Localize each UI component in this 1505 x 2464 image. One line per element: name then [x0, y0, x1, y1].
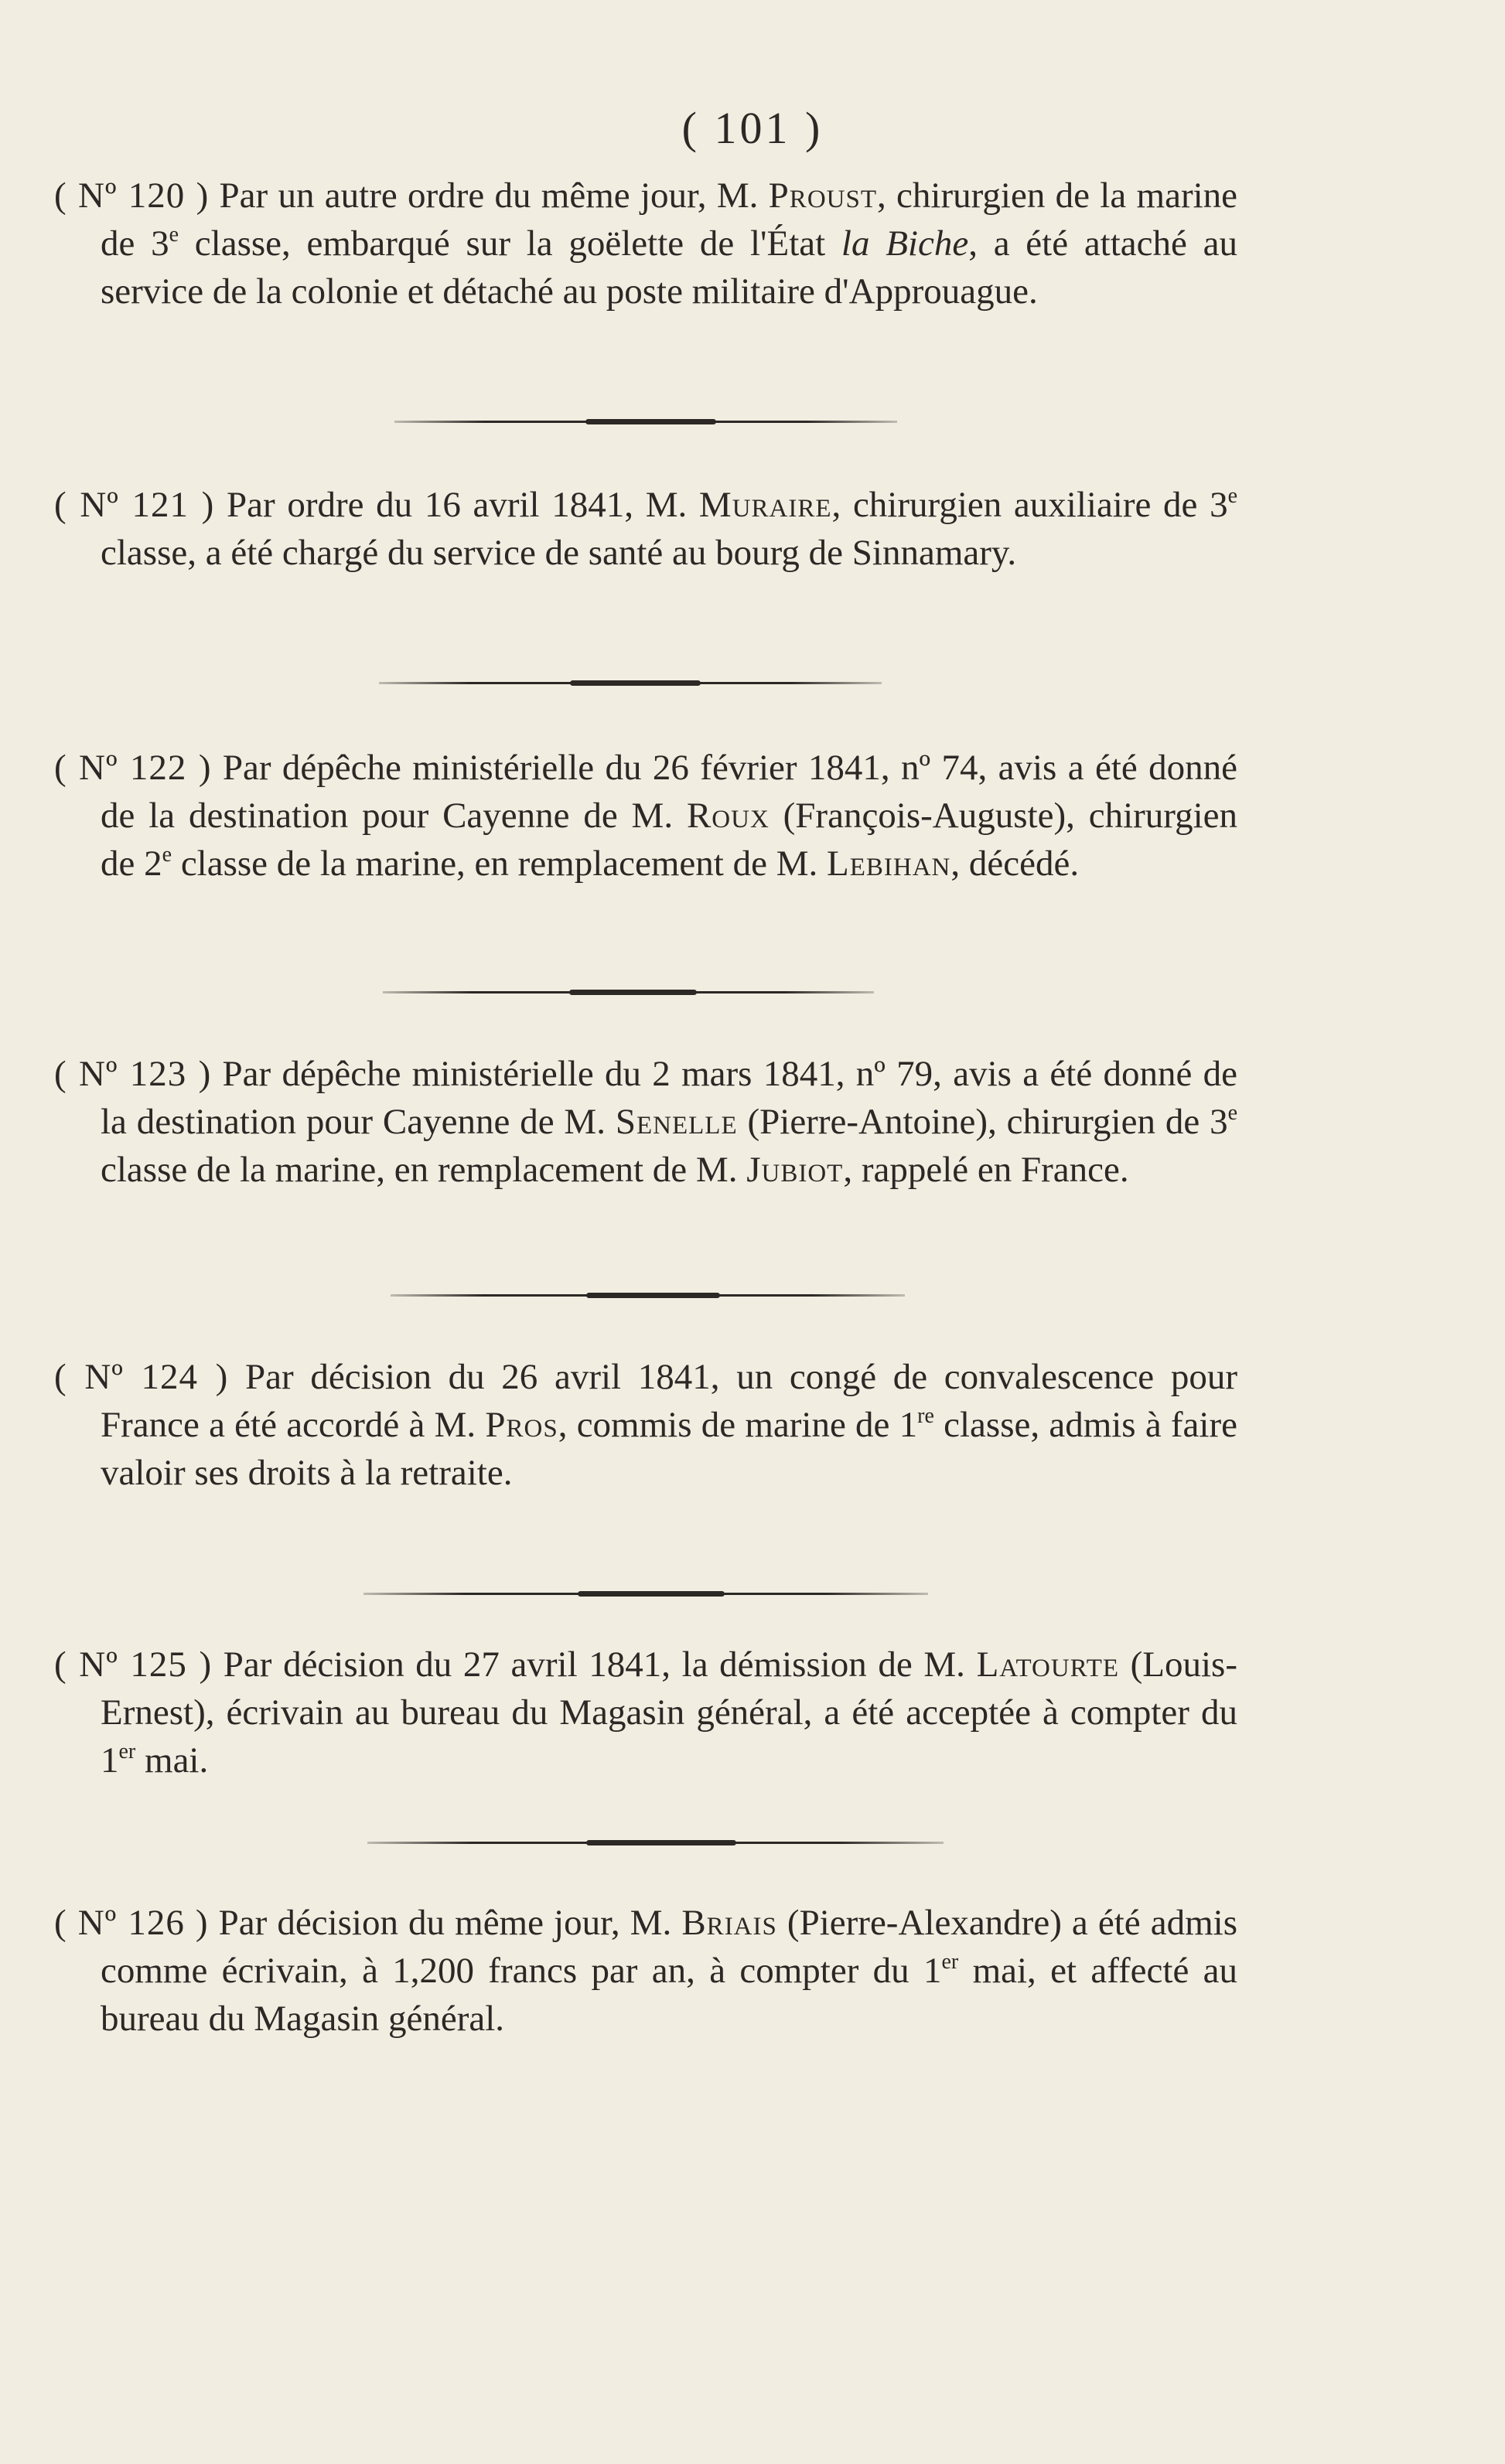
- person-name: Lebihan: [827, 843, 951, 884]
- entry-number: ( Nº 125 ): [54, 1644, 213, 1685]
- page-number: ( 101 ): [681, 103, 824, 153]
- entry-text: ( Nº 126 ) Par décision du même jour, M. Briais (Pierre-Alexandre) a été admis comme écrivain, à 1,200 francs par an, à compter du 1er mai, et affecté au bureau du Magasin général.: [54, 1903, 1237, 2039]
- person-name: Muraire: [698, 485, 832, 525]
- person-name: Jubiot: [746, 1150, 844, 1190]
- person-name: Pros: [485, 1405, 558, 1445]
- section-divider: [367, 1842, 944, 1844]
- entry-number: ( Nº 120 ): [54, 176, 210, 216]
- entry-122: [54, 744, 1237, 888]
- entry-text: ( Nº 124 ) Par décision du 26 avril 1841, un congé de convalescence pour France a été accordé à M. Pros, commis de marine de 1re classe, admis à faire valoir ses droits à la retraite.: [54, 1357, 1237, 1493]
- entry-text: ( Nº 125 ) Par décision du 27 avril 1841, la démission de M. Latourte (Louis-Ernest), écrivain au bureau du Magasin général, a été acceptée à compter du 1er mai.: [54, 1644, 1237, 1781]
- entry-number: ( Nº 122 ): [54, 748, 212, 788]
- entry-number: ( Nº 126 ): [54, 1903, 209, 1943]
- section-divider: [363, 1593, 928, 1595]
- section-divider: [383, 991, 874, 993]
- person-name: Roux: [686, 796, 770, 836]
- entry-123: [54, 1050, 1237, 1194]
- entry-number: ( Nº 123 ): [54, 1054, 212, 1094]
- entry-number: ( Nº 121 ): [54, 485, 215, 525]
- person-name: Briais: [681, 1903, 777, 1943]
- person-name: Latourte: [976, 1644, 1120, 1685]
- person-name: Proust: [768, 176, 877, 216]
- entry-text: ( Nº 123 ) Par dépêche ministérielle du 2 mars 1841, nº 79, avis a été donné de la destination pour Cayenne de M. Senelle (Pierre-Antoine), chirurgien de 3e classe de la marine, en remplacement de M. Jubiot, rappelé en France.: [54, 1054, 1238, 1190]
- ship-name: la Biche: [841, 223, 969, 264]
- entry-number: ( Nº 124 ): [54, 1357, 229, 1397]
- section-divider: [391, 1294, 905, 1297]
- entry-text: ( Nº 120 ) Par un autre ordre du même jour, M. Proust, chirurgien de la marine de 3e classe, embarqué sur la goëlette de l'État la Biche, a été attaché au service de la colonie et détaché au poste militaire d'Approuague.: [54, 176, 1238, 312]
- entry-120: [54, 172, 1237, 315]
- section-divider: [379, 682, 882, 684]
- entry-124: [54, 1353, 1237, 1497]
- entry-text: ( Nº 121 ) Par ordre du 16 avril 1841, M. Muraire, chirurgien auxiliaire de 3e classe, a été chargé du service de santé au bourg de Sinnamary.: [54, 484, 1238, 573]
- entry-121: [54, 481, 1237, 577]
- entry-126: [54, 1899, 1237, 2043]
- section-divider: [394, 421, 897, 423]
- entry-text: ( Nº 122 ) Par dépêche ministérielle du 26 février 1841, nº 74, avis a été donné de la destination pour Cayenne de M. Roux (François-Auguste), chirurgien de 2e classe de la marine, en remplacement de M. Lebihan, décédé.: [54, 748, 1237, 884]
- entry-125: [54, 1641, 1237, 1784]
- person-name: Senelle: [615, 1102, 738, 1142]
